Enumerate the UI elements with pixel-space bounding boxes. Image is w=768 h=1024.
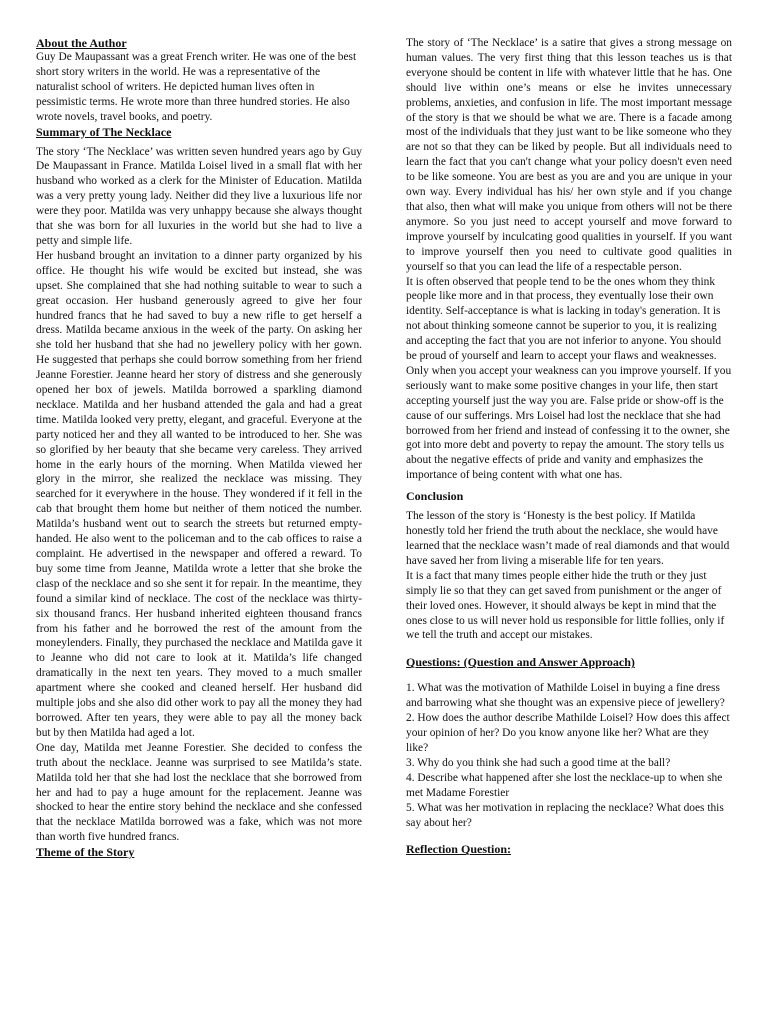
question-item: 3. Why do you think she had such a good time at the ball?: [406, 756, 671, 769]
theme-paragraph-1: The story of ‘The Necklace’ is a satire that gives a strong message on human values. The very first thing that this lesson teaches us is that everyone should be content in life with whatever little that he has. One should live within one’s means or else he invites unnecessary problems, anxieties, and confusion in life. The most important message of the story is that we should be what we are. There is a facade among most of the individuals that they just want to be like someone who they are not so that they can be liked by people. But all individuals need to learn the fact that you can't change what your policy doesn't even need to be like someone. You are best as you are and you are unique in your own way. Every individual has his/ her own style and if you change that also, then what will make you unique from others will not be there anymore. So you just need to accept yourself and move forward to improve yourself by inculcating good qualities in yourself. If you want to improve yourself then you need to cultivate good qualities in yourself so that you can lead the life of a respectable person.: [406, 37, 732, 273]
questions-heading: Questions: (Question and Answer Approach): [406, 655, 635, 670]
question-item: 2. How does the author describe Mathilde Loisel? How does this affect your opinion of her? Do you know anyone like her? What are they like?: [406, 712, 730, 754]
conclusion-heading: Conclusion: [406, 489, 464, 504]
conclusion-paragraph-2: It is a fact that many times people either hide the truth or they just simply lie so that they can get saved from punishment or the anger of their loved ones. However, it should always be kept in mind that the ones close to us will never hold us responsible for little follies, only if we tell the truth and accept our mistakes.: [406, 569, 725, 642]
question-item: 4. Describe what happened after she lost the necklace-up to when she met Madame Forestier: [406, 771, 723, 799]
question-item: 5. What was her motivation in replacing the necklace? What does this say about her?: [406, 801, 724, 829]
questions-list: [406, 681, 732, 830]
question-item: 1. What was the motivation of Mathilde Loisel in buying a fine dress and barrowing what she thought was an expensive piece of jewellery?: [406, 682, 725, 710]
summary-paragraph-2: Her husband brought an invitation to a dinner party organized by his office. He thought his wife would be excited but instead, she was upset. She complained that she had nothing suitable to wear to such a great occasion. Her husband generously agreed to give her four hundred francs that he had saved to buy a new rifle to get herself a dress. Matilda became anxious in the week of the party. On asking her she told her husband that she had no jewellery policy with her gown. He suggested that perhaps she could borrow something from her friend Jeanne Forestier. Jeanne heard her story of distress and she generously opened her box of jewels. Matilda borrowed a sparkling diamond necklace. Matilda and her husband attended the gala and had a great time. Matilda looked very pretty, elegant, and graceful. Everyone at the party noticed her and they all wanted to be introduced to her. She was so glorified by her beauty that she became very careless. They arrived home in the early hours of the morning. When Matilda viewed her glory in the mirror, she realized the necklace was missing. They searched for it everywhere in the house. They wondered if it fell in the cab that brought them home but neither of them noticed the number. Matilda’s husband went out to search the streets but returned empty-handed. He also went to the policeman and to the cab offices to raise a complaint. He advertised in the newspaper and offered a reward. To buy some time from Jeanne, Matilda wrote a letter that she broke the clasp of the necklace and so she sent it for repair. In the meantime, they found a similar kind of necklace. The cost of the necklace was thirty-six thousand francs. Her husband inherited eighteen thousand francs from his father and he borrowed the rest of the amount from the moneylenders. Finally, they purchased the necklace and Matilda gave it to Jeanne who did not care to look at it. Matilda’s life changed dramatically in the next ten years. They moved to a much smaller apartment where she cooked and cleaned herself. Her husband did multiple jobs and she also did other work to pay all the money they had borrowed. After ten years, they were able to pay all the money back but by then Matilda had aged a lot.: [36, 249, 362, 739]
summary-heading: Summary of The Necklace: [36, 124, 172, 139]
about-author-heading: About the Author: [36, 36, 127, 50]
theme-paragraph-2: It is often observed that people tend to be the ones whom they think people like more and in that process, they eventually lose their own identity. Self-acceptance is what is lacking in today's generation. It is not about thinking someone cannot be superior to you, it is realizing and accepting the fact that you are not inferior to anyone. You should be proud of yourself and learn to accept your flaws and weaknesses. Only when you accept your weakness can you improve yourself. If you seriously want to make some positive changes in your life, then start accepting yourself just the way you are. False pride or show-off is the cause of our sufferings. Mrs Loisel had lost the necklace that she had borrowed from her friend and instead of confessing it to the owner, she got into more debt and poverty to repay the amount. The story tells us about the negative effects of pride and vanity and emphasizes the importance of being content with what one has.: [406, 275, 732, 482]
theme-heading: Theme of the Story: [36, 845, 135, 860]
summary-paragraph-3: One day, Matilda met Jeanne Forestier. She decided to confess the truth about the necklace. Jeanne was surprised to see Matilda’s state. Matilda told her that she had lost the necklace that she borrowed from her and had to pay a huge amount for the replacement. Jeanne was shocked to hear the entire story behind the necklace and she confessed that the necklace Matilda borrowed was a fake, which was not more than worth five hundred francs.: [36, 741, 362, 844]
summary-paragraph-1: The story ‘The Necklace’ was written seven hundred years ago by Guy De Maupassant in France. Matilda Loisel lived in a small flat with her husband who worked as a clerk for the Minister of Education. Matilda was a very pretty young lady. Neither did they live a luxurious life nor were they poor. Matilda was very unhappy because she always thought that she was born for all luxuries in the world but she had to live a petty and simple life.: [36, 145, 362, 247]
reflection-heading: Reflection Question:: [406, 842, 511, 857]
about-author-text: Guy De Maupassant was a great French writer. He was one of the best short story writers in the world. He was a representative of the naturalist school of writers. He depicted human lives often in pessimistic terms. He wrote more than three hundred stories. He also wrote novels, travel books, and poetry.: [36, 51, 357, 123]
left-column: [36, 36, 362, 859]
right-column: [406, 36, 732, 856]
conclusion-paragraph-1: The lesson of the story is ‘Honesty is the best policy. If Matilda honestly told her friend the truth about the necklace, she would have learned that the necklace wasn’t made of real diamonds and that would have saved her from living a miserable life for ten years.: [406, 510, 730, 567]
